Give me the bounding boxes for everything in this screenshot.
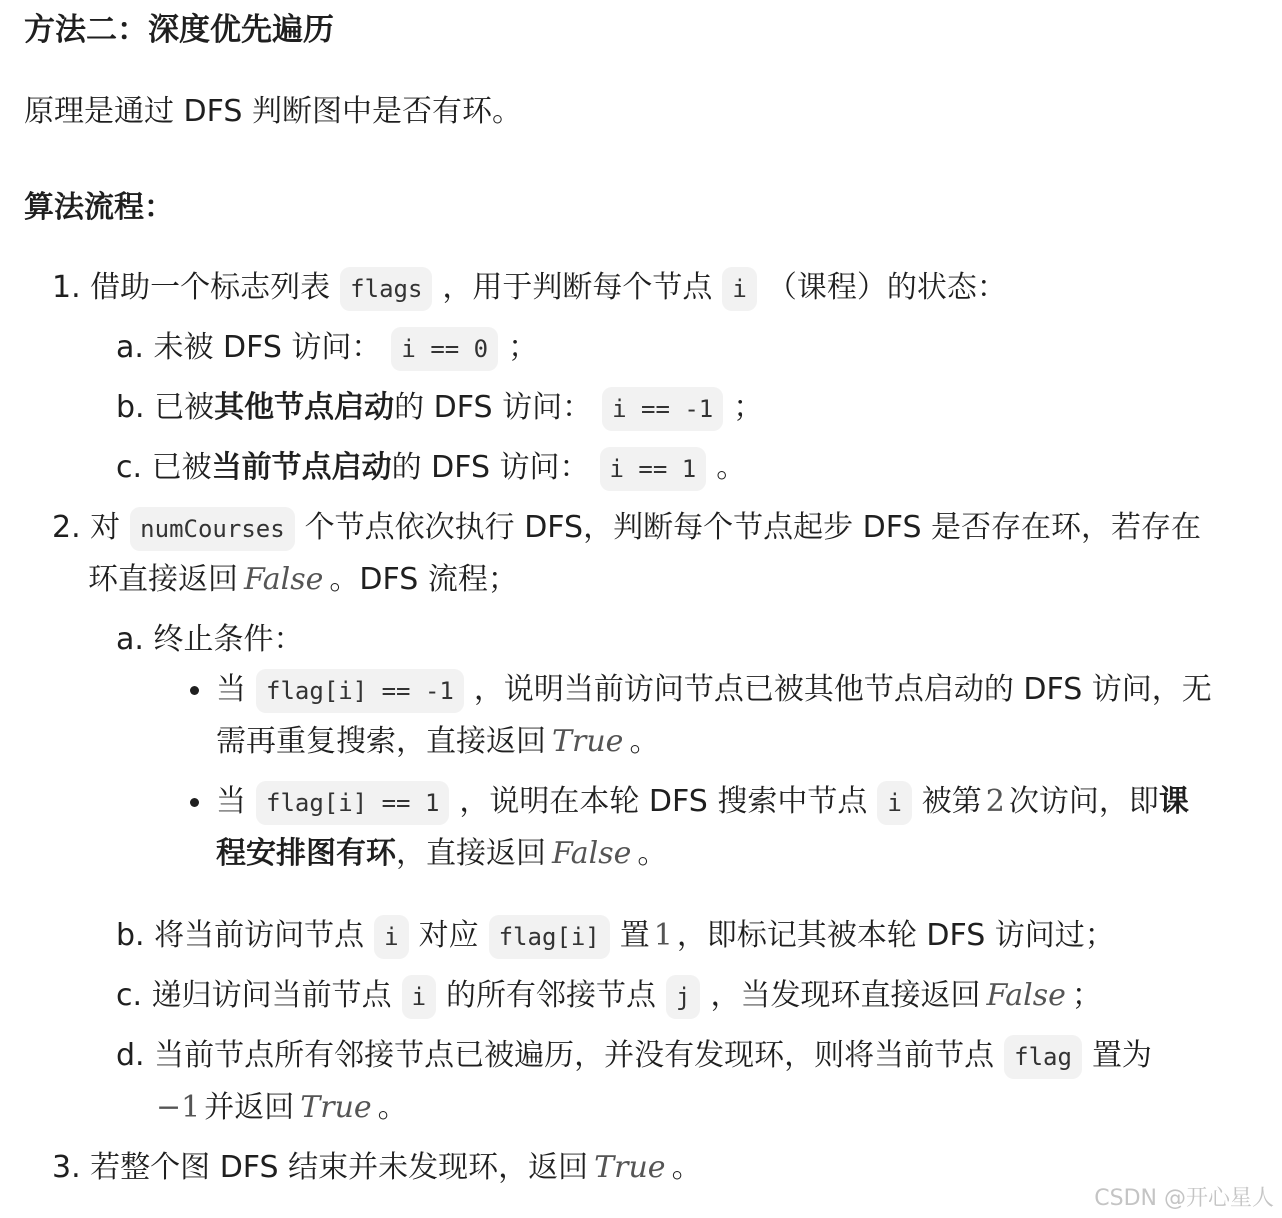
bullet-1-continued [216, 720, 659, 764]
text: 个节点依次执行 DFS，判断每个节点起步 DFS 是否存在环，若存在 [304, 510, 1202, 545]
inline-code: flag [1004, 1035, 1082, 1079]
step-2d [116, 1034, 1152, 1079]
bold-text: 当前节点启动 [211, 450, 392, 485]
bold-text: 其他节点启动 [214, 390, 395, 425]
step-1b [116, 386, 763, 431]
inline-code: numCourses [130, 507, 295, 551]
text: 已被 [154, 390, 215, 425]
text: 当 [216, 784, 246, 819]
section-heading: 方法二：深度优先遍历 [24, 12, 334, 48]
inline-code: i [877, 781, 911, 825]
text: 。 [637, 836, 668, 871]
text: 环直接返回 [88, 562, 238, 597]
text: 。 [671, 1150, 702, 1185]
text: 。DFS 流程； [329, 562, 518, 597]
watermark: CSDN @开心星人 [1094, 1186, 1274, 1211]
step-3 [52, 1146, 702, 1190]
bullet-2-continued [216, 832, 667, 876]
inline-code: i [722, 267, 756, 311]
text: ，用于判断每个节点 [442, 270, 713, 305]
math-false: False [552, 836, 632, 871]
text: 未被 DFS 访问： [153, 330, 382, 365]
text: 次访问，即 [1008, 784, 1159, 819]
text: ； [1071, 978, 1102, 1013]
inline-code: i == -1 [602, 387, 723, 431]
text: 。 [629, 724, 660, 759]
text: 将当前访问节点 [154, 918, 365, 953]
text: ，说明在本轮 DFS 搜索中节点 [459, 784, 868, 819]
text: ，直接返回 [396, 836, 546, 871]
bullet-1 [216, 668, 1212, 713]
text: 的 DFS 访问： [391, 450, 590, 485]
text: 递归访问当前节点 [151, 978, 392, 1013]
text: 置 [619, 918, 650, 953]
substep-marker: b. [116, 918, 145, 953]
bullet [190, 798, 199, 807]
inline-code: flags [340, 267, 432, 311]
substep-marker: c. [116, 978, 143, 1013]
math-true: True [552, 724, 624, 759]
substep-marker: d. [116, 1038, 145, 1073]
math-false: False [244, 562, 324, 597]
bullet-2 [216, 780, 1189, 825]
text: 借助一个标志列表 [90, 270, 331, 305]
text: 终止条件： [153, 622, 304, 657]
step-1c [116, 446, 746, 491]
step-2b [116, 914, 1115, 959]
text: 并返回 [204, 1090, 295, 1125]
inline-code: i [374, 915, 408, 959]
text: 当 [216, 672, 246, 707]
step-marker: 2. [52, 510, 81, 545]
step-marker: 1. [52, 270, 81, 305]
text: ； [508, 330, 539, 365]
bullet [190, 686, 199, 695]
math-number: 1 [653, 918, 673, 953]
math-number: 2 [985, 784, 1005, 819]
text: 已被 [151, 450, 212, 485]
bold-text: 课 [1158, 784, 1189, 819]
step-2c [116, 974, 1102, 1019]
inline-code: i == 1 [600, 447, 707, 491]
text: ，说明当前访问节点已被其他节点启动的 DFS 访问，无 [473, 672, 1212, 707]
inline-code: i == 0 [391, 327, 498, 371]
inline-code: flag[i] [489, 915, 610, 959]
text: 的所有邻接节点 [446, 978, 657, 1013]
text: 若整个图 DFS 结束并未发现环，返回 [90, 1150, 589, 1185]
intro-paragraph: 原理是通过 DFS 判断图中是否有环。 [24, 94, 522, 129]
text: 置为 [1091, 1038, 1152, 1073]
step-1a [116, 326, 538, 371]
inline-code: i [402, 975, 436, 1019]
text: ，即标记其被本轮 DFS 访问过； [676, 918, 1115, 953]
text: （课程）的状态： [766, 270, 1007, 305]
text: ，当发现环直接返回 [710, 978, 981, 1013]
step-2-continued [88, 558, 518, 602]
text: 对应 [418, 918, 479, 953]
math-true: True [594, 1150, 666, 1185]
step-1 [52, 266, 1007, 311]
step-2 [52, 506, 1201, 551]
inline-code: j [666, 975, 700, 1019]
text: 当前节点所有邻接节点已被遍历，并没有发现环，则将当前节点 [154, 1038, 995, 1073]
text: 被第 [921, 784, 982, 819]
text: 。 [377, 1090, 408, 1125]
step-2d-continued [152, 1086, 408, 1130]
text: ； [733, 390, 764, 425]
substep-marker: c. [116, 450, 143, 485]
inline-code: flag[i] == 1 [256, 781, 449, 825]
text: 。 [716, 450, 747, 485]
substep-marker: b. [116, 390, 145, 425]
bold-text: 程安排图有环 [216, 836, 396, 871]
text: 对 [90, 510, 121, 545]
text: 的 DFS 访问： [394, 390, 593, 425]
text: 需再重复搜索，直接返回 [216, 724, 546, 759]
step-2a [116, 618, 303, 662]
math-true: True [300, 1090, 372, 1125]
inline-code: flag[i] == -1 [256, 669, 464, 713]
substep-marker: a. [116, 330, 144, 365]
math-false: False [986, 978, 1066, 1013]
substep-marker: a. [116, 622, 144, 657]
math-number: −1 [156, 1090, 201, 1125]
step-marker: 3. [52, 1150, 81, 1185]
algorithm-title: 算法流程： [24, 190, 174, 225]
